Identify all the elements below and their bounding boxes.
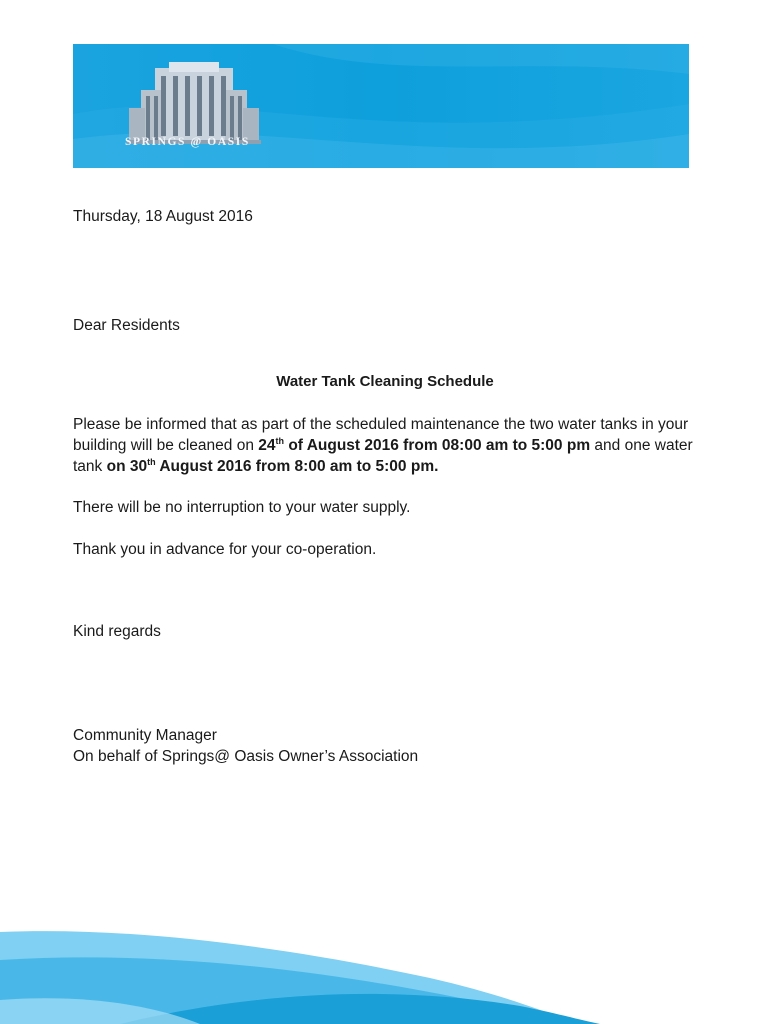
supply-paragraph: There will be no interruption to your water supply. (73, 499, 411, 516)
footer-wave (0, 920, 770, 1024)
para1-middle: and one water tank (73, 437, 693, 475)
header-banner (73, 44, 689, 168)
letter-subject: Water Tank Cleaning Schedule (276, 373, 494, 390)
para1-intro: Please be informed that as part of the scheduled maintenance the two water tanks in your building will be cleaned on (73, 416, 689, 454)
brand-name: SPRINGS @ OASIS (125, 136, 250, 148)
date2-prefix: on 30 (106, 458, 148, 475)
thanks-paragraph: Thank you in advance for your co-operation. (73, 541, 377, 558)
schedule-paragraph (73, 414, 703, 477)
date2-suffix: th (147, 457, 156, 467)
closing: Kind regards (73, 623, 161, 640)
salutation: Dear Residents (73, 317, 180, 334)
letter-date: Thursday, 18 August 2016 (73, 208, 253, 225)
date2-rest: August 2016 from 8:00 am to 5:00 pm. (155, 458, 439, 475)
signature-title: Community Manager (73, 727, 217, 744)
date1-suffix: th (275, 436, 285, 446)
date1-day: 24 (258, 437, 276, 454)
signature-org: On behalf of Springs@ Oasis Owner’s Association (73, 748, 419, 765)
date1-rest: of August 2016 from 08:00 am to 5:00 pm (284, 437, 591, 454)
